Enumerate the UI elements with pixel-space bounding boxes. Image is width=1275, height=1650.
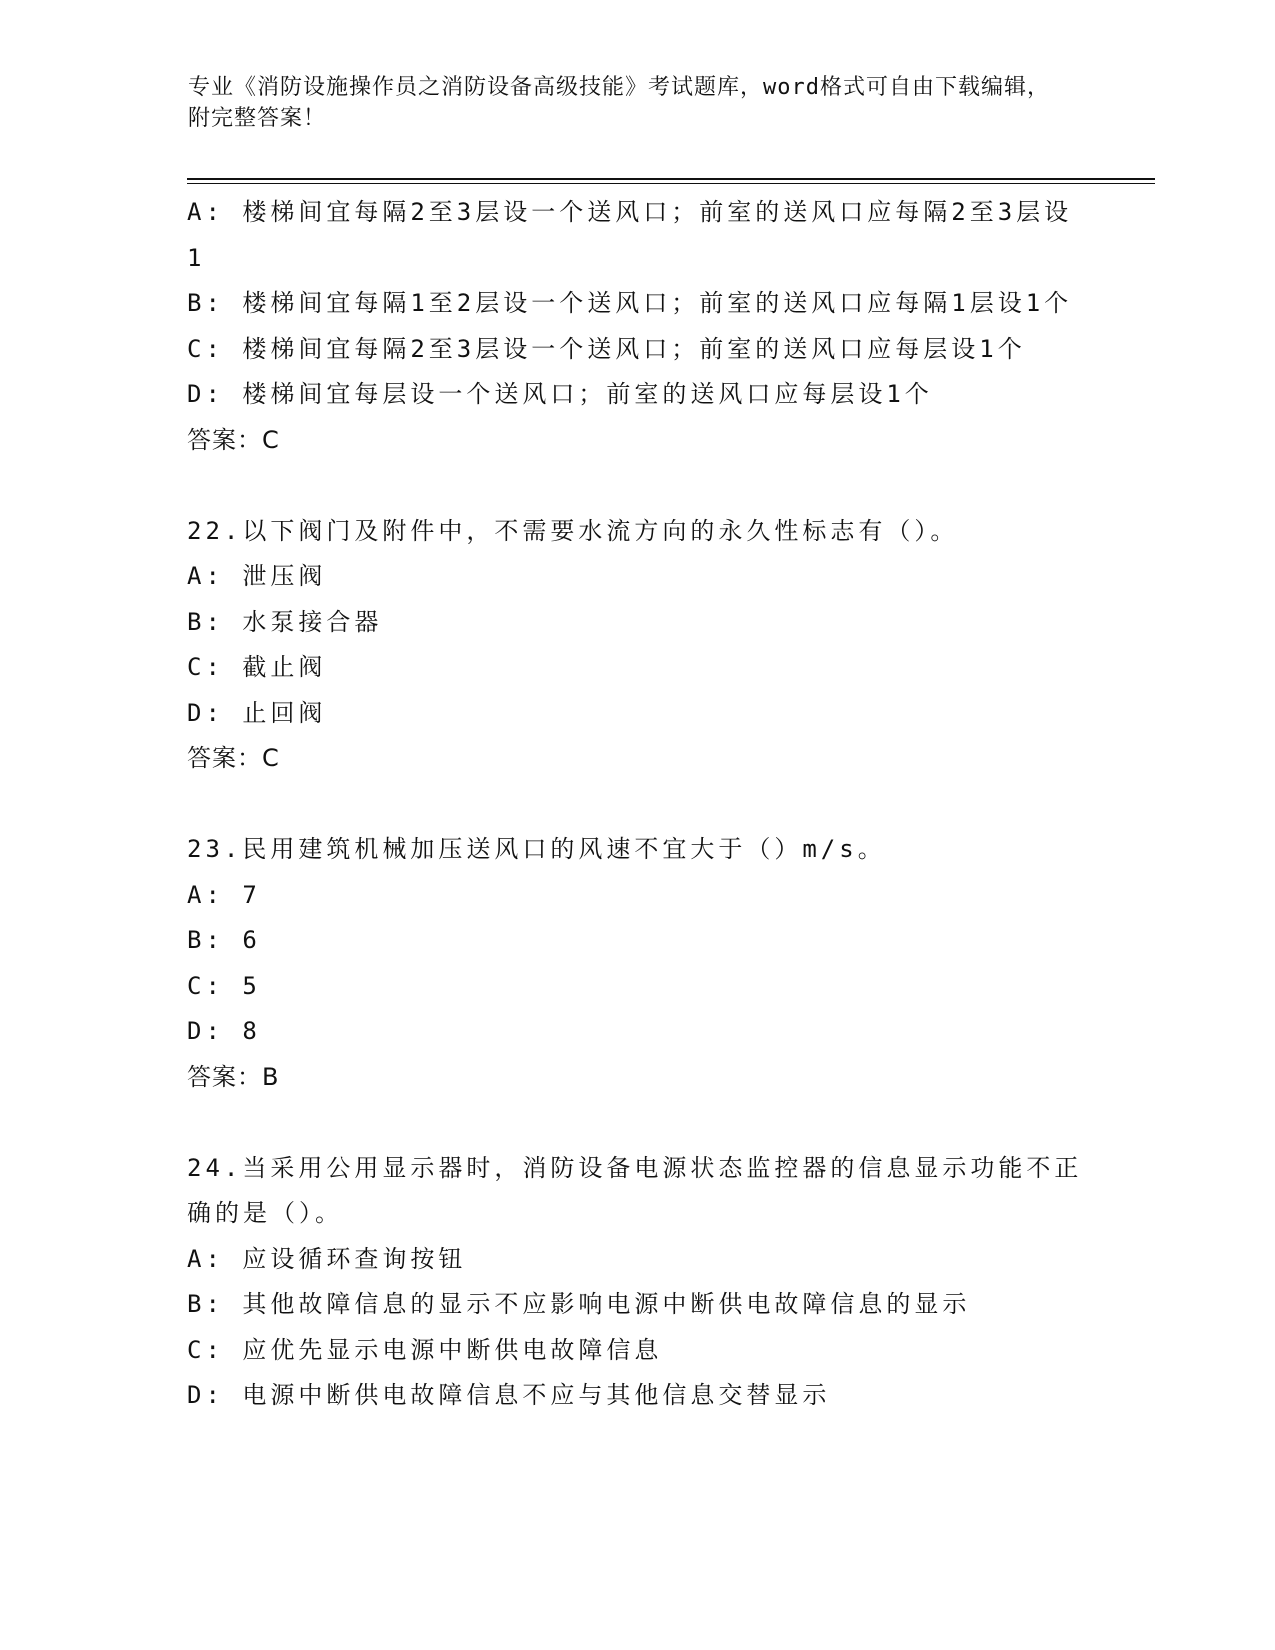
question-list — [187, 190, 1087, 1419]
option-d: D: 8 — [187, 1017, 261, 1045]
option-c: C: 楼梯间宜每隔2至3层设一个送风口；前室的送风口应每层设1个 — [187, 334, 1026, 363]
spacer — [187, 1100, 1087, 1146]
option-b: B: 水泵接合器 — [187, 607, 383, 636]
header-rule-thin — [187, 183, 1155, 184]
option-d: D: 电源中断供电故障信息不应与其他信息交替显示 — [187, 1381, 831, 1409]
question-stem: 22.以下阀门及附件中，不需要水流方向的永久性标志有（）。 — [187, 516, 959, 545]
answer: 答案：C — [187, 744, 280, 772]
question-stem: 23.民用建筑机械加压送风口的风速不宜大于（）m/s。 — [187, 835, 886, 863]
option-b: B: 楼梯间宜每隔1至2层设一个送风口；前室的送风口应每隔1层设1个 — [187, 289, 1073, 317]
option-c: C: 应优先显示电源中断供电故障信息 — [187, 1335, 663, 1364]
header-rule-thick — [187, 178, 1155, 180]
answer: 答案：C — [187, 425, 280, 454]
option-c: C: 5 — [187, 971, 261, 1000]
spacer — [187, 463, 1087, 509]
option-b: B: 其他故障信息的显示不应影响电源中断供电故障信息的显示 — [187, 1290, 971, 1318]
question-22 — [187, 509, 1087, 782]
question-stem: 24.当采用公用显示器时，消防设备电源状态监控器的信息显示功能不正确的是（）。 — [187, 1153, 1083, 1227]
spacer — [187, 782, 1087, 828]
question-24 — [187, 1146, 1087, 1419]
option-a: A: 应设循环查询按钮 — [187, 1244, 467, 1273]
option-a: A: 楼梯间宜每隔2至3层设一个送风口；前室的送风口应每隔2至3层设1 — [187, 198, 1073, 272]
question-23 — [187, 827, 1087, 1100]
document-header: 专业《消防设施操作员之消防设备高级技能》考试题库，word格式可自由下载编辑，附完整答案！ — [188, 75, 1050, 131]
question-21 — [187, 190, 1087, 463]
option-b: B: 6 — [187, 926, 261, 954]
option-a: A: 泄压阀 — [187, 562, 327, 590]
option-d: D: 楼梯间宜每层设一个送风口；前室的送风口应每层设1个 — [187, 380, 933, 408]
option-d: D: 止回阀 — [187, 698, 327, 727]
answer: 答案：B — [187, 1062, 280, 1091]
option-a: A: 7 — [187, 880, 261, 909]
option-c: C: 截止阀 — [187, 653, 327, 681]
